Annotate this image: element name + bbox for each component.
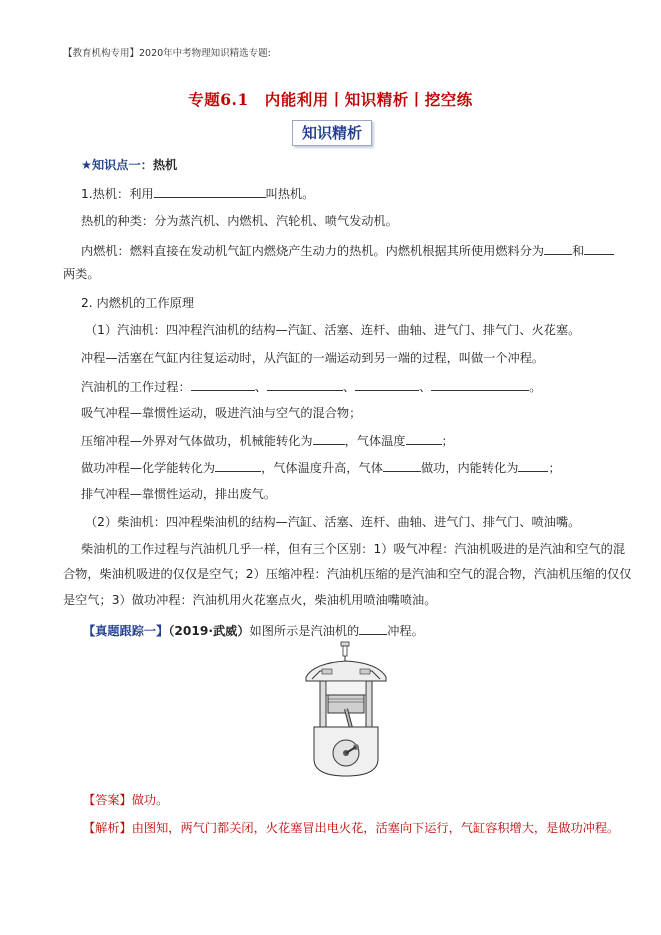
text-segment: ，气体温度 — [344, 434, 406, 448]
text-segment: 汽油机的工作过程： — [81, 380, 191, 394]
fill-blank[interactable] — [215, 459, 261, 472]
fill-blank[interactable] — [406, 432, 442, 445]
fill-blank[interactable] — [313, 432, 345, 445]
page-title: 专题6.1 内能利用丨知识精析丨挖空练 — [188, 90, 473, 109]
answer-line — [83, 792, 168, 808]
separator: 、 — [419, 380, 432, 394]
kp-name: 热机 — [152, 158, 178, 172]
text-segment: 压缩冲程—外界对气体做功，机械能转化为 — [81, 434, 313, 448]
text-line-4: 2. 内燃机的工作原理 — [81, 296, 195, 310]
text-segment: 内燃机：燃料直接在发动机气缸内燃烧产生动力的热机。内燃机根据其所使用燃料分为 — [81, 244, 545, 258]
text-segment: 叫热机。 — [265, 187, 315, 201]
text-line-15: 是空气；3）做功冲程：汽油机用火花塞点火，柴油机用喷油嘴喷油。 — [63, 593, 437, 607]
separator: 、 — [342, 380, 356, 394]
text-line-6: 冲程—活塞在气缸内往复运动时，从汽缸的一端运动到另一端的过程，叫做一个冲程。 — [81, 351, 545, 365]
text-line-7 — [81, 378, 541, 395]
text-line-3 — [81, 242, 614, 259]
star-icon: ★ — [81, 158, 92, 172]
answer-label: 【答案】 — [83, 793, 132, 807]
fill-blank[interactable] — [383, 459, 421, 472]
text-segment: 做功冲程—化学能转化为 — [81, 461, 216, 475]
text-segment: ； — [548, 461, 561, 475]
text-segment: ，气体温度升高，气体 — [261, 461, 383, 475]
text-line-10 — [81, 459, 561, 476]
knowledge-point-heading — [81, 157, 177, 173]
text-line-3b: 两类。 — [63, 267, 100, 281]
fill-blank[interactable] — [355, 378, 419, 391]
analysis-label: 【解析】 — [83, 821, 132, 835]
real-question-source: （2019·武威） — [168, 624, 250, 638]
engine-diagram — [300, 641, 392, 778]
text-line-1 — [81, 185, 314, 202]
analysis-text: 由图知，两气门都关闭，火花塞冒出电火花，活塞向下运行，气缸容积增大，是做功冲程。 — [131, 821, 620, 835]
answer-text: 做功。 — [131, 793, 169, 807]
fill-blank[interactable] — [267, 378, 343, 391]
text-line-9 — [81, 432, 454, 449]
real-question — [83, 622, 424, 639]
text-segment: 如图所示是汽油机的 — [249, 624, 360, 638]
text-line-13: 柴油机的工作过程与汽油机几乎一样，但有三个区别：1）吸气冲程：汽油机吸进的是汽油和空气的混 — [81, 542, 626, 556]
fill-blank[interactable] — [584, 242, 614, 255]
text-line-2: 热机的种类：分为蒸汽机、内燃机、汽轮机、喷气发动机。 — [81, 214, 398, 228]
fill-blank[interactable] — [359, 622, 387, 635]
text-line-11: 排气冲程—靠惯性运动，排出废气。 — [81, 487, 276, 501]
fill-blank[interactable] — [154, 185, 266, 198]
text-line-14: 合物，柴油机吸进的仅仅是空气；2）压缩冲程：汽油机压缩的是汽油和空气的混合物，汽油机压缩的仅仅 — [63, 567, 632, 581]
kp-label: 知识点一： — [91, 158, 153, 172]
text-segment: 。 — [529, 380, 542, 394]
page-header: 【教育机构专用】2020年中考物理知识精选专题: — [63, 48, 271, 59]
text-segment: 冲程。 — [387, 624, 424, 638]
fill-blank[interactable] — [518, 459, 548, 472]
text-line-12: （2）柴油机：四冲程柴油机的结构—汽缸、活塞、连杆、曲轴、进气门、排气门、喷油嘴。 — [85, 515, 581, 529]
real-question-label: 【真题跟踪一】 — [83, 624, 169, 638]
text-segment: 做功，内能转化为 — [420, 461, 519, 475]
analysis-line — [83, 820, 619, 836]
fill-blank[interactable] — [431, 378, 529, 391]
text-segment: 1.热机：利用 — [81, 187, 154, 201]
text-line-8: 吸气冲程—靠惯性运动，吸进汽油与空气的混合物； — [81, 406, 362, 420]
separator: 、 — [254, 380, 267, 394]
section-heading: 知识精析 — [292, 120, 372, 146]
text-segment: 和 — [572, 244, 585, 258]
text-line-5: （1）汽油机：四冲程汽油机的结构—汽缸、活塞、连杆、曲轴、进气门、排气门、火花塞。 — [85, 323, 581, 337]
text-segment: ； — [441, 434, 454, 448]
spark-plug-icon — [341, 642, 349, 662]
fill-blank[interactable] — [191, 378, 255, 391]
fill-blank[interactable] — [544, 242, 572, 255]
